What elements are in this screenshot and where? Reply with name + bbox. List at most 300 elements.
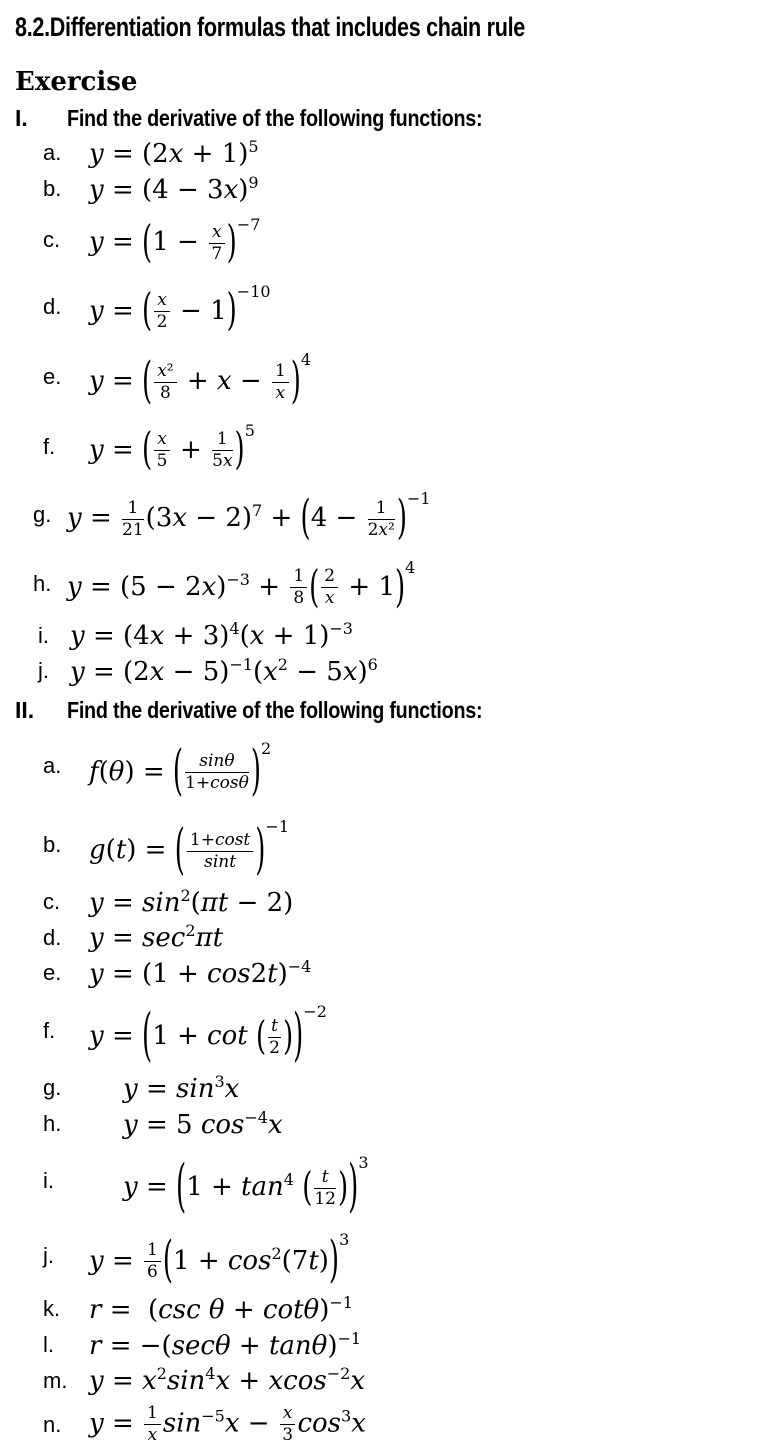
math-variable: x	[282, 1402, 293, 1423]
math-variable: sin	[162, 1408, 202, 1439]
item-formula	[89, 215, 261, 269]
exercise-item-c	[0, 207, 765, 273]
math-text: +	[262, 503, 301, 534]
fraction-numerator	[321, 567, 338, 588]
exponent: 5	[248, 137, 259, 156]
exercise-item-j	[0, 654, 765, 689]
math-text: 2	[250, 958, 268, 989]
fraction	[321, 567, 338, 608]
exercise-item-b	[0, 172, 765, 207]
exponent: 6	[367, 654, 378, 674]
section-heading	[0, 105, 765, 132]
item-formula	[89, 174, 259, 205]
exercise-item-e	[0, 342, 765, 412]
item-formula	[67, 557, 416, 613]
exercise-item-h	[0, 550, 765, 618]
fraction	[368, 499, 395, 540]
math-text: =	[103, 366, 143, 397]
math-text: 21	[122, 519, 144, 540]
math-text: −	[231, 366, 270, 397]
exponent: 7	[252, 501, 263, 521]
item-label: i.	[38, 622, 49, 648]
exponent: 2	[180, 885, 191, 905]
math-text: +	[230, 1366, 269, 1397]
math-text: + 3)	[164, 621, 230, 652]
item-label: c.	[43, 226, 61, 252]
close-paren: )	[394, 561, 406, 613]
close-paren: )	[250, 740, 261, 804]
math-text: +	[230, 1330, 269, 1361]
exercise-heading: Exercise	[15, 67, 138, 97]
math-token	[311, 503, 366, 533]
math-text: 1+	[189, 829, 215, 850]
item-formula	[89, 1330, 361, 1361]
math-variable: y	[123, 1073, 138, 1104]
math-token	[268, 1110, 283, 1140]
fraction	[122, 499, 144, 540]
fraction	[187, 831, 253, 872]
exponent: −1	[337, 1328, 362, 1348]
close-paren: )	[338, 1165, 349, 1211]
exponent: 2	[271, 1243, 282, 1263]
open-paren: (	[255, 1014, 267, 1060]
math-token	[152, 1021, 256, 1051]
document-page	[0, 12, 765, 1450]
exponent: 4	[283, 1170, 294, 1190]
math-text: 1	[127, 497, 139, 518]
math-variable: πt	[195, 923, 224, 954]
math-text: ²	[387, 519, 395, 540]
math-token	[262, 503, 300, 533]
math-token	[89, 1331, 337, 1361]
fraction	[290, 567, 307, 608]
math-text: + 1	[340, 571, 395, 602]
math-token	[89, 296, 142, 326]
fraction-numerator	[368, 499, 395, 520]
section-number: I.	[15, 105, 28, 131]
math-variable: r	[89, 1295, 102, 1326]
math-variable: tan	[241, 1172, 284, 1203]
math-variable: sint	[204, 851, 237, 872]
exercise-item-d	[0, 274, 765, 342]
math-text: = (2	[103, 139, 169, 169]
exponent: −5	[201, 1406, 225, 1426]
section-instruction	[67, 105, 550, 132]
math-token	[89, 139, 248, 169]
math-token	[350, 1366, 365, 1396]
page-title	[15, 12, 765, 43]
fraction-numerator	[314, 1168, 336, 1189]
math-text: 7	[211, 243, 223, 264]
math-text: = (2	[84, 656, 150, 687]
math-variable: t	[321, 1166, 329, 1187]
exponent: 4	[229, 619, 240, 639]
math-variable: x	[142, 1366, 157, 1397]
exercise-item-m	[0, 1363, 765, 1398]
math-text: 2	[367, 519, 379, 540]
math-variable: x	[157, 290, 167, 311]
math-token	[89, 227, 142, 257]
item-formula	[67, 489, 431, 546]
math-variable: y	[89, 139, 104, 169]
exponent: 2	[185, 921, 196, 941]
exponent: 3	[341, 1406, 352, 1426]
fraction-numerator	[154, 291, 170, 312]
exponent: −3	[329, 619, 353, 639]
close-paren: )	[226, 285, 237, 337]
open-paren: (	[142, 285, 153, 337]
fraction-denominator	[368, 520, 395, 540]
math-text: ) =	[126, 835, 175, 866]
math-text	[201, 1295, 209, 1325]
math-text: =	[103, 227, 143, 258]
fraction-numerator	[154, 430, 170, 451]
exponent: 2	[277, 654, 288, 674]
math-token	[67, 572, 226, 602]
exponent: −3	[226, 569, 250, 589]
math-text: )	[216, 571, 227, 602]
item-formula	[89, 1294, 353, 1325]
exercise-item-e	[0, 956, 765, 991]
math-token	[67, 503, 120, 533]
math-text: =	[103, 1408, 143, 1439]
math-token	[191, 888, 294, 918]
math-variable: x	[275, 382, 286, 403]
fraction-denominator	[268, 1038, 281, 1058]
close-paren: )	[328, 1232, 340, 1290]
math-text: − 2)	[228, 887, 294, 918]
fraction-numerator	[144, 1241, 161, 1262]
exponent: 3	[339, 1229, 350, 1249]
math-text: ) =	[124, 756, 173, 787]
math-variable: x	[216, 366, 232, 397]
item-label: d.	[43, 924, 62, 950]
math-text: =	[103, 1366, 143, 1397]
item-formula	[89, 738, 272, 804]
math-variable: g	[89, 835, 106, 866]
math-variable: y	[70, 621, 85, 652]
math-text: )	[277, 958, 288, 989]
exponent: −1	[265, 817, 290, 837]
math-text: (3	[145, 503, 173, 534]
exercise-item-i	[0, 618, 765, 653]
math-token	[172, 435, 210, 465]
math-text: 8	[293, 588, 305, 609]
fraction-numerator	[209, 223, 225, 244]
item-label: b.	[43, 175, 62, 201]
math-variable: cos	[200, 1109, 245, 1140]
math-variable: sinθ	[199, 751, 235, 772]
math-variable: y	[89, 227, 104, 258]
math-token	[163, 1409, 201, 1439]
exponent: 4	[405, 557, 416, 577]
math-variable: cost	[214, 829, 251, 850]
open-paren: (	[142, 1003, 153, 1070]
math-variable: y	[89, 1408, 104, 1439]
math-text: =	[137, 1172, 177, 1203]
math-variable: r	[89, 1330, 102, 1361]
fraction	[154, 291, 170, 332]
math-text: 5	[212, 451, 223, 472]
fraction-numerator	[122, 499, 144, 520]
close-paren: )	[290, 353, 301, 411]
item-label: e.	[43, 960, 62, 986]
exercise-section-ii	[0, 697, 765, 1450]
math-variable: x	[350, 1366, 365, 1397]
fraction	[154, 362, 176, 403]
math-variable: cotθ	[262, 1295, 320, 1326]
close-paren: )	[234, 424, 245, 476]
math-variable: x	[224, 1408, 240, 1439]
math-text: =	[103, 434, 143, 465]
math-token	[186, 1172, 284, 1202]
fraction	[154, 430, 170, 471]
exponent: −2	[303, 1002, 327, 1022]
math-variable: y	[89, 174, 104, 205]
item-formula	[89, 958, 311, 989]
math-variable: x	[267, 1109, 283, 1140]
fraction	[209, 223, 225, 264]
math-text: 1+	[185, 773, 211, 794]
math-text: +	[249, 571, 289, 602]
math-text: )	[319, 1295, 330, 1326]
item-formula	[89, 138, 259, 169]
item-label: h.	[33, 570, 52, 596]
item-label: f.	[43, 1017, 56, 1043]
open-paren: (	[309, 561, 320, 613]
math-text: − 5	[287, 656, 343, 687]
math-variable: θ	[208, 1295, 225, 1326]
math-token	[351, 1409, 366, 1439]
math-variable: y	[67, 571, 82, 602]
math-text: 1	[147, 1402, 158, 1423]
item-label: d.	[43, 294, 62, 320]
close-paren: )	[226, 217, 237, 269]
fraction-numerator	[268, 1017, 281, 1038]
item-formula	[70, 620, 353, 651]
item-label: f.	[43, 433, 56, 459]
exercise-sections	[0, 105, 765, 1450]
exercise-item-l	[0, 1328, 765, 1363]
math-text: + 1)	[264, 621, 330, 652]
math-text: 6	[147, 1262, 158, 1283]
math-variable: y	[123, 1172, 138, 1203]
math-text: 1	[216, 429, 228, 450]
math-token	[250, 572, 288, 602]
math-variable: csc	[158, 1295, 201, 1326]
math-variable: cos	[227, 1245, 272, 1276]
item-formula	[123, 1073, 239, 1104]
fraction-numerator	[280, 1404, 296, 1425]
math-text: 3	[282, 1425, 294, 1445]
math-variable: cos	[297, 1408, 342, 1439]
exercise-item-b	[0, 806, 765, 884]
math-text: 1 +	[152, 1021, 208, 1052]
math-token	[123, 1172, 176, 1202]
fraction-denominator	[212, 451, 232, 471]
math-text: )	[327, 1330, 338, 1361]
close-paren: )	[396, 491, 407, 546]
math-variable: x	[263, 656, 278, 687]
fraction-numerator	[144, 1404, 161, 1425]
math-variable: x	[224, 1073, 240, 1104]
math-text: (	[190, 887, 201, 918]
math-text: + 1)	[183, 139, 249, 169]
math-variable: y	[89, 295, 104, 326]
item-label: b.	[43, 831, 62, 857]
exercise-item-g	[0, 481, 765, 549]
math-text: =	[103, 923, 143, 954]
math-text: 1 +	[186, 1172, 242, 1203]
item-label: j.	[38, 658, 49, 684]
section-number: II.	[15, 696, 35, 723]
math-variable: y	[89, 923, 104, 954]
math-variable: y	[123, 1109, 138, 1140]
fraction-denominator	[280, 1425, 296, 1445]
math-token	[288, 657, 368, 687]
math-token	[89, 959, 288, 989]
math-text: = (5 − 2	[81, 571, 202, 602]
math-variable: sec	[142, 923, 186, 954]
fraction-denominator	[122, 520, 144, 540]
math-text: +	[224, 1295, 263, 1326]
fraction	[144, 1241, 161, 1282]
exercise-item-f	[0, 413, 765, 481]
math-text: = 5	[137, 1109, 201, 1140]
exercise-item-d	[0, 920, 765, 955]
math-variable: x	[223, 174, 239, 205]
math-variable: y	[89, 434, 104, 465]
math-token	[89, 1295, 329, 1325]
exercise-item-h	[0, 1107, 765, 1142]
math-variable: x	[172, 503, 188, 534]
math-text: =	[103, 887, 143, 918]
fraction-denominator	[154, 383, 176, 403]
math-variable: t	[267, 958, 278, 989]
exponent: −1	[406, 489, 431, 509]
item-formula	[89, 1365, 365, 1396]
exercise-item-n	[0, 1399, 765, 1450]
math-token	[89, 1246, 142, 1276]
math-text: 1 +	[173, 1245, 228, 1276]
math-variable: x	[149, 656, 165, 687]
fraction-denominator	[185, 773, 249, 793]
fraction-numerator	[290, 567, 307, 588]
section-instruction-text: Find the derivative of the following functions:	[67, 105, 483, 131]
section-instruction	[67, 697, 550, 724]
item-formula	[123, 1153, 369, 1221]
math-token	[173, 1246, 271, 1276]
math-text: (	[239, 621, 250, 652]
math-token	[225, 1409, 278, 1439]
fraction-denominator	[321, 588, 338, 608]
math-text: (	[252, 656, 264, 687]
exercise-item-i	[0, 1142, 765, 1221]
math-text: 5	[156, 451, 168, 472]
item-formula	[89, 817, 290, 882]
exercise-item-a	[0, 728, 765, 806]
close-paren: )	[348, 1154, 359, 1221]
math-text: (	[105, 835, 116, 866]
math-variable: x	[149, 621, 165, 652]
open-paren: (	[142, 424, 153, 476]
math-variable: θ	[108, 756, 125, 787]
math-variable: sin	[176, 1073, 215, 1104]
math-text: (	[98, 756, 109, 787]
math-text: 1	[293, 566, 305, 587]
math-token	[89, 366, 142, 396]
fraction-denominator	[187, 852, 253, 872]
close-paren: )	[293, 1003, 304, 1070]
math-variable: y	[89, 1366, 104, 1397]
math-text: = (	[101, 1295, 159, 1326]
math-variable: y	[89, 958, 104, 989]
math-variable: x	[342, 656, 358, 687]
exponent: −1	[329, 1293, 353, 1313]
math-token	[152, 227, 207, 257]
fraction	[185, 752, 249, 793]
item-label: a.	[43, 140, 62, 166]
math-variable: x	[215, 1366, 231, 1397]
math-token	[179, 366, 270, 396]
math-text: = (4 − 3	[103, 174, 224, 205]
page-title-text: 8.2.Differentiation formulas that includes chain rule	[15, 12, 525, 42]
math-variable: xcos	[268, 1366, 327, 1397]
math-variable: tanθ	[268, 1330, 328, 1361]
math-variable: y	[67, 503, 82, 534]
math-variable: cosθ	[210, 773, 249, 794]
fraction-denominator	[154, 312, 170, 332]
math-token	[123, 1074, 214, 1104]
fraction-denominator	[144, 1425, 161, 1445]
math-token	[172, 296, 227, 326]
exercise-item-a	[0, 136, 765, 171]
math-token	[297, 1409, 341, 1439]
exponent: 3	[214, 1071, 225, 1091]
item-label: n.	[43, 1411, 62, 1437]
math-text: − 1	[171, 295, 227, 326]
math-text: =	[103, 1245, 143, 1276]
math-token	[89, 835, 175, 865]
math-variable: t	[308, 1245, 319, 1276]
math-text: 2	[156, 312, 168, 333]
exercise-item-k	[0, 1292, 765, 1327]
exercise-item-g	[0, 1071, 765, 1106]
item-formula	[70, 656, 378, 687]
math-text: − 5)	[164, 656, 230, 687]
open-paren: (	[162, 1232, 174, 1290]
exponent: −1	[229, 654, 253, 674]
math-variable: x	[249, 621, 265, 652]
math-variable: x	[201, 571, 217, 602]
math-text: 12	[314, 1188, 336, 1209]
math-token	[89, 923, 185, 953]
math-token	[70, 657, 229, 687]
math-token	[89, 175, 248, 205]
item-formula	[89, 281, 271, 337]
fraction-denominator	[154, 451, 170, 471]
math-text: = −(	[101, 1330, 172, 1361]
fraction-denominator	[290, 588, 307, 608]
item-label: l.	[43, 1332, 54, 1358]
math-text: 1	[274, 360, 286, 381]
math-variable: y	[89, 1245, 104, 1276]
item-formula	[89, 922, 223, 953]
math-text: (7	[281, 1245, 309, 1276]
exponent: −10	[236, 281, 271, 301]
item-label: i.	[43, 1168, 54, 1194]
item-formula	[123, 1109, 283, 1140]
